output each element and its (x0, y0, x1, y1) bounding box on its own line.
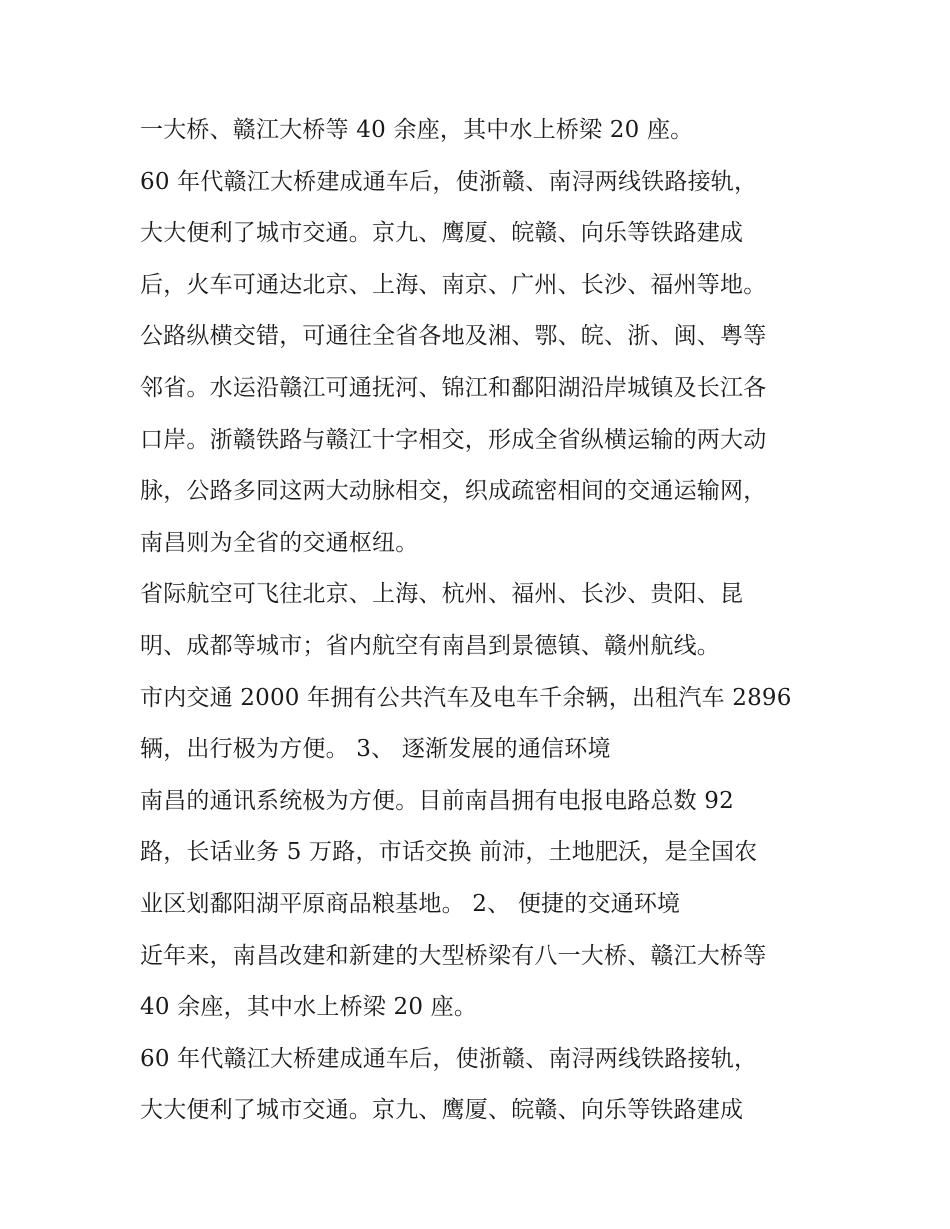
text-line: 60 年代赣江大桥建成通车后，使浙赣、南浔两线铁路接轨， (140, 168, 758, 195)
text-line: 辆，出行极为方便。 3、 逐渐发展的通信环境 (140, 736, 611, 763)
text-line: 邻省。水运沿赣江可通抚河、锦江和鄱阳湖沿岸城镇及长江各 (140, 374, 767, 401)
text-line: 南昌的通讯系统极为方便。目前南昌拥有电报电路总数 92 (140, 787, 734, 814)
text-line: 一大桥、赣江大桥等 40 余座，其中水上桥梁 20 座。 (140, 117, 694, 143)
text-line: 市内交通 2000 年拥有公共汽车及电车千余辆，出租汽车 2896 (140, 684, 792, 711)
text-line: 业区划鄱阳湖平原商品粮基地。 2、 便捷的交通环境 (140, 890, 681, 917)
text-line: 南昌则为全省的交通枢纽。 (140, 529, 419, 556)
text-line: 60 年代赣江大桥建成通车后，使浙赣、南浔两线铁路接轨， (140, 1045, 758, 1072)
text-line: 公路纵横交错，可通往全省各地及湘、鄂、皖、浙、闽、粤等 (140, 323, 767, 350)
text-line: 后，火车可通达北京、上海、南京、广州、长沙、福州等地。 (140, 271, 767, 298)
text-line: 大大便利了城市交通。京九、鹰厦、皖赣、向乐等铁路建成 (140, 1097, 744, 1124)
text-line: 近年来，南昌改建和新建的大型桥梁有八一大桥、赣江大桥等 (140, 942, 767, 969)
text-line: 大大便利了城市交通。京九、鹰厦、皖赣、向乐等铁路建成 (140, 220, 744, 247)
text-line: 省际航空可飞往北京、上海、杭州、福州、长沙、贵阳、昆 (140, 581, 744, 608)
document-body (140, 107, 830, 1139)
text-line: 口岸。浙赣铁路与赣江十字相交，形成全省纵横运输的两大动 (140, 426, 767, 453)
text-line: 明、成都等城市；省内航空有南昌到景德镇、赣州航线。 (140, 632, 720, 659)
text-line: 40 余座，其中水上桥梁 20 座。 (140, 994, 478, 1021)
text-line: 脉，公路多同这两大动脉相交，织成疏密相间的交通运输网， (140, 478, 767, 505)
text-line: 路，长话业务 5 万路，市话交换 前沛，土地肥沃，是全国农 (140, 839, 758, 866)
